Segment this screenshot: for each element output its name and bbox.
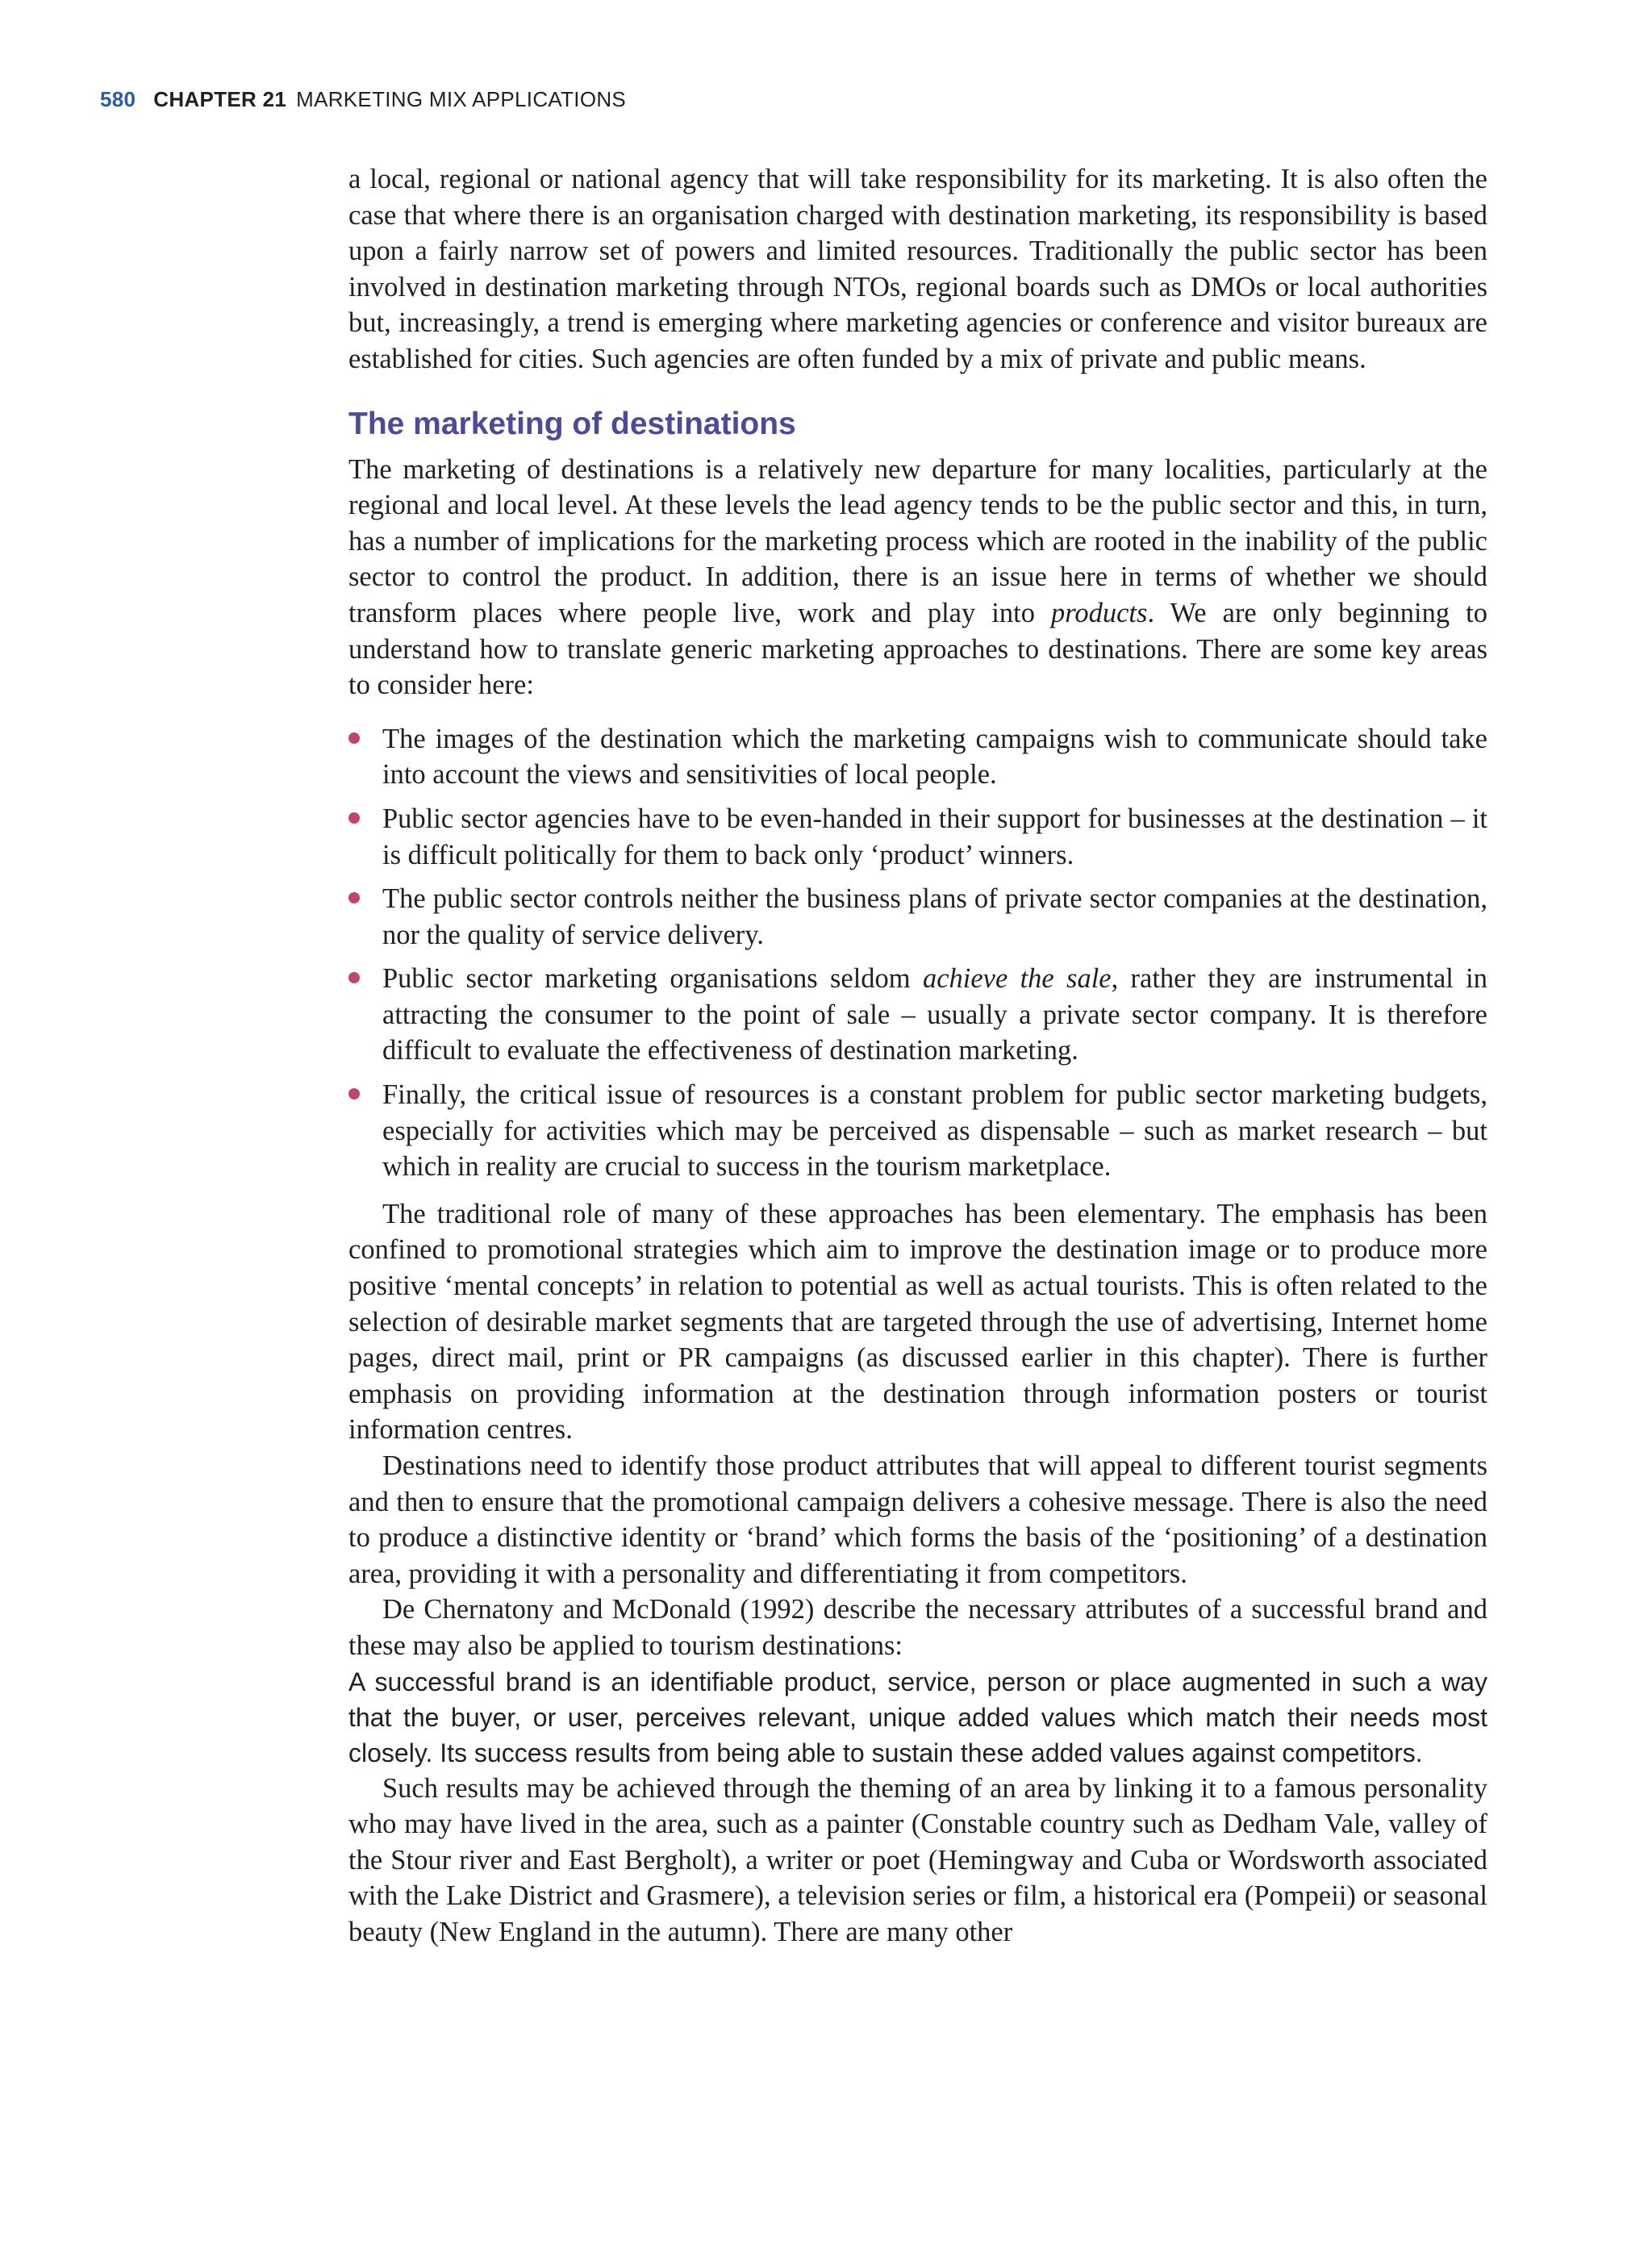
section-heading: The marketing of destinations [348, 406, 796, 441]
bullet-italic: achieve the sale [922, 963, 1112, 995]
bullet-text: The public sector controls neither the business plans of private sector companies at the destination, nor the quality of service delivery. [382, 883, 1487, 950]
bullet-dot-icon [348, 972, 360, 983]
bullet-item [348, 1077, 1487, 1185]
body-paragraph: The traditional role of many of these approaches has been elementary. The emphasis has been confined to promotional strategies which aim to improve the destination image or to produce more positive ‘mental concepts’ in relation to potential as well as actual tourists. This is often related to the selection of desirable market segments that are targeted through the use of advertising, Internet home pages, direct mail, print or PR campaigns (as discussed earlier in this chapter). There is further emphasis on providing information at the destination through information posters or tourist information centres. [348, 1198, 1487, 1446]
bullet-item [348, 961, 1487, 1069]
block-quote: A successful brand is an identifiable product, service, person or place augmented in such a way that the buyer, or user, perceives relevant, unique added values which match their needs most closely. Its success results from being able to sustain these added values against competitors. [348, 1667, 1487, 1767]
closing-paragraph: Such results may be achieved through the theming of an area by linking it to a famous personality who may have lived in the area, such as a painter (Constable country such as Dedham Vale, valley of the Stour river and East Bergholt), a writer or poet (Hemingway and Cuba or Wordsworth associated with the Lake District and Grasmere), a television series or film, a historical era (Pompeii) or seasonal beauty (New England in the autumn). There are many other [348, 1772, 1487, 1947]
bullet-text: Public sector agencies have to be even-handed in their support for businesses at the destination – it is difficult politically for them to back only ‘product’ winners. [382, 803, 1487, 870]
bullet-list [348, 721, 1487, 1185]
bullet-item [348, 881, 1487, 953]
chapter-title: MARKETING MIX APPLICATIONS [296, 87, 627, 111]
section-paragraph-text: The marketing of destinations is a relatively new departure for many localities, particularly at the regional and local level. At these levels the lead agency tends to be the public sector and this, in turn, has a number of implications for the marketing process which are rooted in the inability of the public sector to control the product. In addition, there is an issue here in terms of whether we should transform places where people live, work and play into [348, 453, 1487, 628]
bullet-item [348, 801, 1487, 873]
body-paragraph: Destinations need to identify those product attributes that will appeal to different tourist segments and then to ensure that the promotional campaign delivers a cohesive message. There is also the need to produce a distinctive identity or ‘brand’ which forms the basis of the ‘positioning’ of a destination area, providing it with a personality and differentiating it from competitors. [348, 1450, 1487, 1589]
page-number: 580 [100, 87, 136, 111]
bullet-text: The images of the destination which the marketing campaigns wish to communicate should take into account the views and sensitivities of local people. [382, 723, 1487, 791]
section-paragraph-italic: products [1050, 597, 1148, 628]
page-body [348, 161, 1487, 1951]
bullet-dot-icon [348, 892, 360, 903]
bullet-dot-icon [348, 1088, 360, 1100]
body-paragraph: De Chernatony and McDonald (1992) describe the necessary attributes of a successful brand and these may also be applied to tourism destinations: [348, 1594, 1487, 1661]
bullet-dot-icon [348, 812, 360, 824]
bullet-text-end: , rather they are instrumental in attracting the consumer to the point of sale – usually a private sector company. It is therefore difficult to evaluate the effectiveness of destination marketing. [382, 963, 1487, 1066]
section-paragraph-text-end: . We are only beginning to understand how to translate generic marketing approaches to destinations. There are some key areas to consider here: [348, 597, 1487, 701]
bullet-text: Finally, the critical issue of resources is a constant problem for public sector marketing budgets, especially for activities which may be perceived as dispensable – such as market research – but which in reality are crucial to success in the tourism marketplace. [382, 1079, 1487, 1183]
bullet-text: Public sector marketing organisations seldom [382, 963, 923, 995]
section-paragraph [348, 452, 1487, 703]
chapter-label: CHAPTER 21 [153, 87, 287, 111]
bullet-dot-icon [348, 732, 360, 744]
running-head [100, 87, 626, 112]
bullet-item [348, 721, 1487, 793]
intro-paragraph: a local, regional or national agency that will take responsibility for its marketing. It is also often the case that where there is an organisation charged with destination marketing, its responsibility is based upon a fairly narrow set of powers and limited resources. Traditionally the public sector has been involved in destination marketing through NTOs, regional boards such as DMOs or local authorities but, increasingly, a trend is emerging where marketing agencies or conference and visitor bureaux are established for cities. Such agencies are often funded by a mix of private and public means. [348, 164, 1487, 374]
